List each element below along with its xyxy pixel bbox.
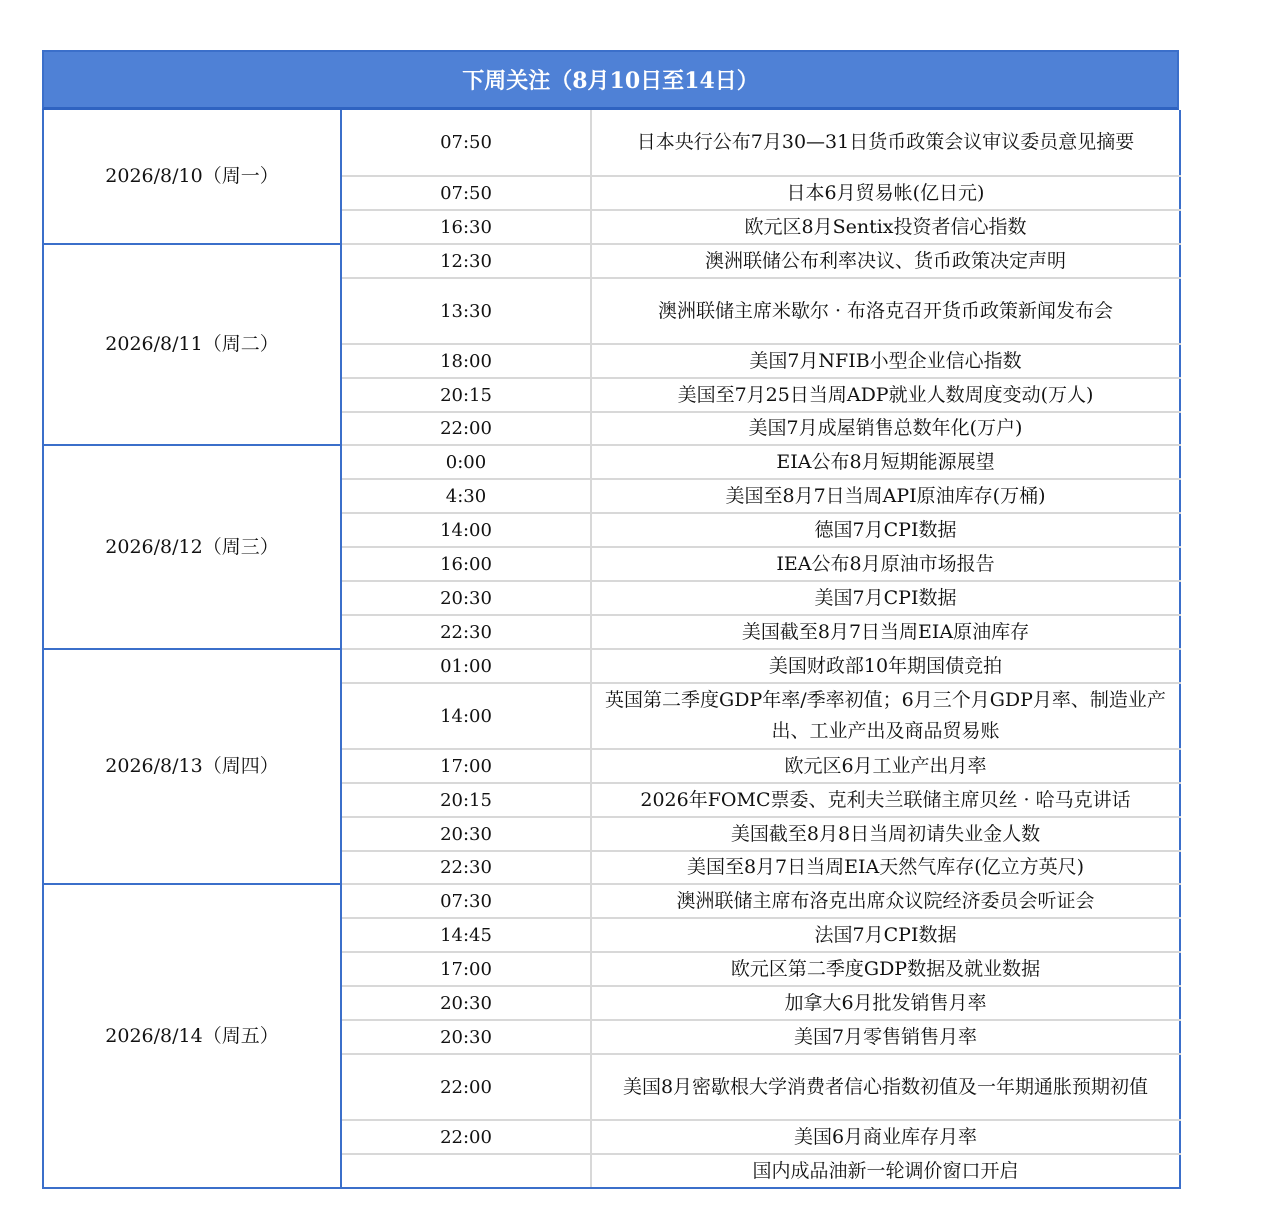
time-cell: 22:00: [341, 1054, 591, 1120]
time-cell: 22:00: [341, 412, 591, 445]
date-cell: 2026/8/14（周五）: [43, 884, 341, 1188]
table-row: [43, 244, 1180, 278]
time-cell: 07:50: [341, 176, 591, 210]
event-cell: 美国至8月7日当周EIA天然气库存(亿立方英尺): [591, 851, 1180, 884]
time-cell: 22:00: [341, 1120, 591, 1154]
schedule-table: [42, 110, 1181, 1189]
time-cell: 22:30: [341, 851, 591, 884]
time-cell: 20:30: [341, 1020, 591, 1054]
event-cell: 美国7月CPI数据: [591, 581, 1180, 615]
time-cell: 0:00: [341, 445, 591, 479]
event-cell: EIA公布8月短期能源展望: [591, 445, 1180, 479]
date-cell: 2026/8/13（周四）: [43, 649, 341, 884]
event-cell: 欧元区6月工业产出月率: [591, 749, 1180, 783]
time-cell: 22:30: [341, 615, 591, 649]
event-cell: 德国7月CPI数据: [591, 513, 1180, 547]
event-cell: 法国7月CPI数据: [591, 918, 1180, 952]
time-cell: 14:00: [341, 513, 591, 547]
time-cell: [341, 1154, 591, 1188]
time-cell: 16:00: [341, 547, 591, 581]
date-cell: 2026/8/12（周三）: [43, 445, 341, 649]
table-title: 下周关注（8月10日至14日）: [42, 50, 1179, 110]
event-cell: 日本6月贸易帐(亿日元): [591, 176, 1180, 210]
event-cell: 加拿大6月批发销售月率: [591, 986, 1180, 1020]
time-cell: 20:30: [341, 817, 591, 851]
event-cell: 澳洲联储公布利率决议、货币政策决定声明: [591, 244, 1180, 278]
time-cell: 13:30: [341, 278, 591, 344]
table-row: [43, 884, 1180, 918]
event-cell: 澳洲联储主席米歇尔 · 布洛克召开货币政策新闻发布会: [591, 278, 1180, 344]
event-cell: 美国截至8月8日当周初请失业金人数: [591, 817, 1180, 851]
event-cell: 澳洲联储主席布洛克出席众议院经济委员会听证会: [591, 884, 1180, 918]
date-cell: 2026/8/11（周二）: [43, 244, 341, 445]
event-cell: IEA公布8月原油市场报告: [591, 547, 1180, 581]
event-cell: 美国7月NFIB小型企业信心指数: [591, 344, 1180, 378]
event-cell: 美国截至8月7日当周EIA原油库存: [591, 615, 1180, 649]
event-cell: 美国7月成屋销售总数年化(万户): [591, 412, 1180, 445]
event-cell: 国内成品油新一轮调价窗口开启: [591, 1154, 1180, 1188]
event-cell: 美国8月密歇根大学消费者信心指数初值及一年期通胀预期初值: [591, 1054, 1180, 1120]
time-cell: 14:45: [341, 918, 591, 952]
time-cell: 14:00: [341, 683, 591, 749]
event-cell: 2026年FOMC票委、克利夫兰联储主席贝丝 · 哈马克讲话: [591, 783, 1180, 817]
event-cell: 美国7月零售销售月率: [591, 1020, 1180, 1054]
time-cell: 20:30: [341, 986, 591, 1020]
event-cell: 日本央行公布7月30—31日货币政策会议审议委员意见摘要: [591, 110, 1180, 176]
time-cell: 01:00: [341, 649, 591, 683]
time-cell: 17:00: [341, 952, 591, 986]
event-cell: 欧元区第二季度GDP数据及就业数据: [591, 952, 1180, 986]
time-cell: 16:30: [341, 210, 591, 244]
date-cell: 2026/8/10（周一）: [43, 110, 341, 244]
time-cell: 4:30: [341, 479, 591, 513]
event-cell: 美国财政部10年期国债竞拍: [591, 649, 1180, 683]
time-cell: 17:00: [341, 749, 591, 783]
table-row: [43, 110, 1180, 176]
event-cell: 美国6月商业库存月率: [591, 1120, 1180, 1154]
event-cell: 美国至7月25日当周ADP就业人数周度变动(万人): [591, 378, 1180, 412]
event-cell: 欧元区8月Sentix投资者信心指数: [591, 210, 1180, 244]
table-row: [43, 649, 1180, 683]
calendar-sheet: [42, 50, 1179, 1189]
time-cell: 20:15: [341, 378, 591, 412]
time-cell: 12:30: [341, 244, 591, 278]
time-cell: 07:30: [341, 884, 591, 918]
time-cell: 07:50: [341, 110, 591, 176]
time-cell: 20:30: [341, 581, 591, 615]
time-cell: 18:00: [341, 344, 591, 378]
time-cell: 20:15: [341, 783, 591, 817]
event-cell: 美国至8月7日当周API原油库存(万桶): [591, 479, 1180, 513]
table-row: [43, 445, 1180, 479]
event-cell: 英国第二季度GDP年率/季率初值；6月三个月GDP月率、制造业产出、工业产出及商品贸易账: [591, 683, 1180, 749]
